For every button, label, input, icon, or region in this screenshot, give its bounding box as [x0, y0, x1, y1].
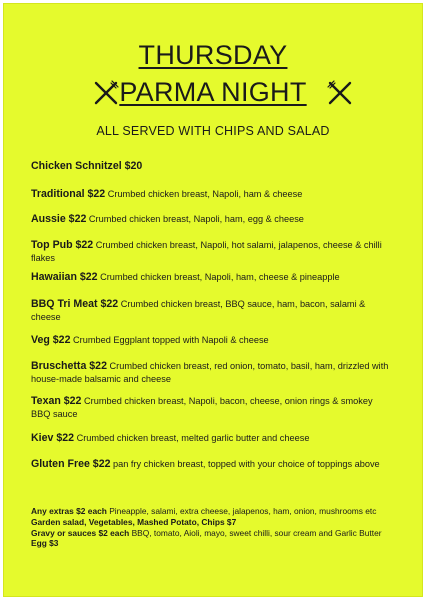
menu-item-name: Kiev $22 — [31, 432, 74, 444]
menu-item-name: Traditional $22 — [31, 188, 106, 200]
menu-item-name: Bruschetta $22 — [31, 360, 107, 372]
menu-item — [31, 188, 391, 201]
sauces-text: BBQ, tomato, Aioli, mayo, sweet chilli, sour cream and Garlic Butter — [131, 527, 382, 538]
menu-title-day: THURSDAY — [138, 40, 288, 70]
fork-knife-icon — [326, 79, 354, 107]
sauces-label: Gravy or sauces $2 each — [31, 527, 130, 538]
sides-price: Garden salad, Vegetables, Mashed Potato, Chips $7 — [31, 516, 237, 527]
extras-line — [31, 506, 401, 517]
menu-item-name: Aussie $22 — [31, 213, 87, 225]
extras-label: Any extras $2 each — [31, 506, 107, 516]
extras-line — [31, 528, 401, 539]
extras-section — [31, 506, 401, 549]
menu-item — [31, 213, 391, 226]
menu-item-name: Gluten Free $22 — [31, 458, 111, 470]
menu-item-name: BBQ Tri Meat $22 — [31, 298, 119, 310]
menu-item — [31, 160, 391, 173]
menu-item-desc: Crumbed chicken breast, BBQ sauce, ham, bacon, salami & cheese — [31, 299, 366, 322]
menu-item-desc: Crumbed chicken breast, red onion, tomato, basil, ham, drizzled with house-made balsamic and cheese — [31, 361, 389, 384]
menu-title-event: PARMA NIGHT — [119, 77, 307, 107]
menu-item-desc: Crumbed chicken breast, Napoli, ham & cheese — [107, 189, 303, 199]
menu-item — [31, 360, 391, 385]
menu-item-desc: Crumbed Eggplant topped with Napoli & cheese — [73, 335, 269, 345]
menu-item-desc: Crumbed chicken breast, melted garlic butter and cheese — [76, 433, 310, 443]
menu-item-desc: Crumbed chicken breast, Napoli, bacon, cheese, onion rings & smokey BBQ sauce — [31, 396, 373, 419]
menu-item — [31, 334, 391, 347]
menu-item-name: Texan $22 — [31, 395, 82, 407]
menu-item — [31, 271, 391, 284]
menu-item-name: Top Pub $22 — [31, 239, 94, 251]
menu-item-name: Chicken Schnitzel $20 — [31, 160, 143, 172]
egg-price: Egg $3 — [31, 538, 59, 549]
menu-item-desc: Crumbed chicken breast, Napoli, ham, egg & cheese — [88, 214, 304, 224]
menu-item — [31, 432, 391, 445]
menu-sheet — [3, 3, 423, 597]
menu-item-name: Veg $22 — [31, 334, 71, 346]
menu-item — [31, 458, 391, 471]
menu-item — [31, 298, 391, 323]
extras-line — [31, 538, 401, 549]
menu-item-name: Hawaiian $22 — [31, 271, 98, 283]
extras-line — [31, 517, 401, 528]
menu-item-desc: Crumbed chicken breast, Napoli, hot salami, jalapenos, cheese & chilli flakes — [31, 240, 382, 263]
menu-item-desc: Crumbed chicken breast, Napoli, ham, cheese & pineapple — [100, 272, 340, 282]
menu-item — [31, 395, 391, 420]
menu-subtitle: ALL SERVED WITH CHIPS AND SALAD — [96, 124, 330, 138]
extras-text: Pineapple, salami, extra cheese, jalapenos, ham, onion, mushrooms etc — [109, 506, 377, 516]
menu-item-desc: pan fry chicken breast, topped with your choice of toppings above — [113, 459, 380, 469]
menu-item — [31, 239, 391, 264]
